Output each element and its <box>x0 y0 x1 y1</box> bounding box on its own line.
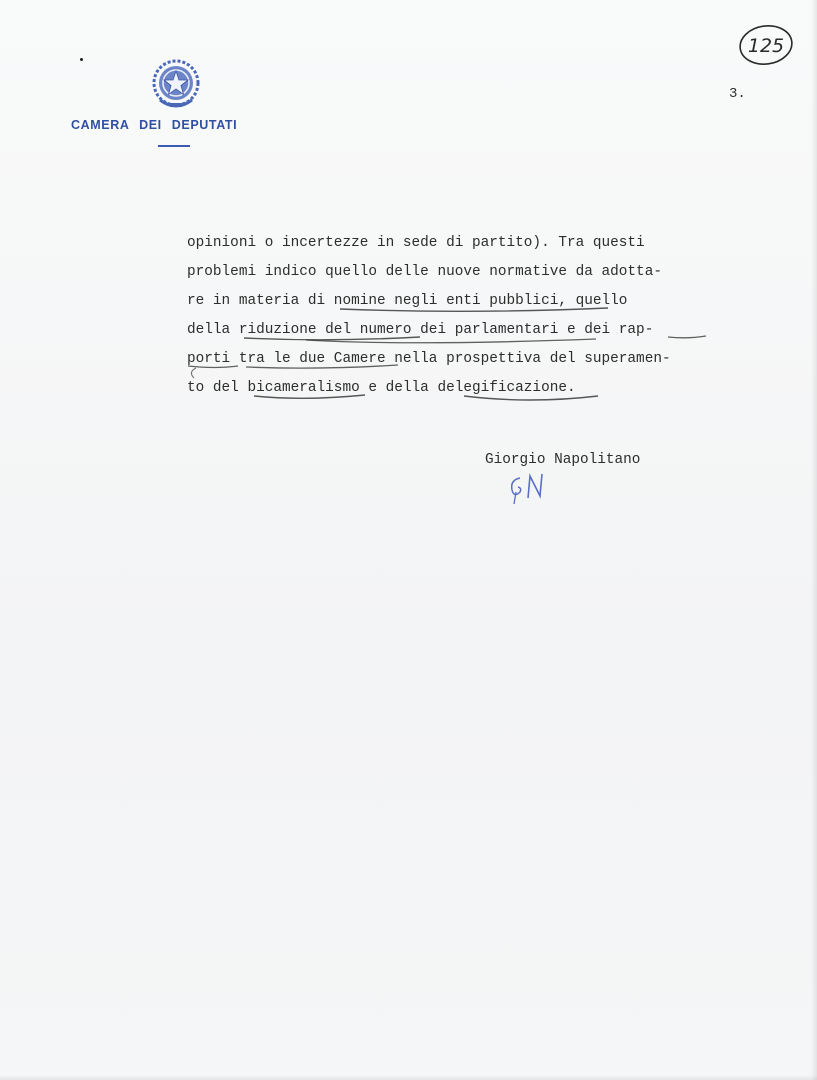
italian-republic-emblem-icon <box>150 56 202 112</box>
archive-number-text: 125 <box>747 35 785 57</box>
body-line: porti tra le due Camere nella prospettiva del superamen- <box>187 351 671 367</box>
body-line: opinioni o incertezze in sede di partito). Tra questi <box>187 235 645 251</box>
letter-body <box>187 229 747 403</box>
page-bottom-shadow <box>0 1075 817 1080</box>
archive-number-stamp <box>737 22 795 68</box>
ink-speck <box>80 58 83 61</box>
handwritten-initials <box>506 470 556 506</box>
body-line: della riduzione del numero dei parlamentari e dei rap- <box>187 322 654 338</box>
body-line: to del bicameralismo e della delegificazione. <box>187 380 576 396</box>
page-edge-shadow <box>811 0 817 1080</box>
letterhead-rule <box>158 145 190 147</box>
signatory-name: Giorgio Napolitano <box>485 452 641 468</box>
body-line: re in materia di nomine negli enti pubblici, quello <box>187 293 628 309</box>
body-line: problemi indico quello delle nuove normative da adotta- <box>187 264 662 280</box>
institution-name: CAMERA DEI DEPUTATI <box>71 118 238 132</box>
page-number: 3. <box>729 86 746 102</box>
